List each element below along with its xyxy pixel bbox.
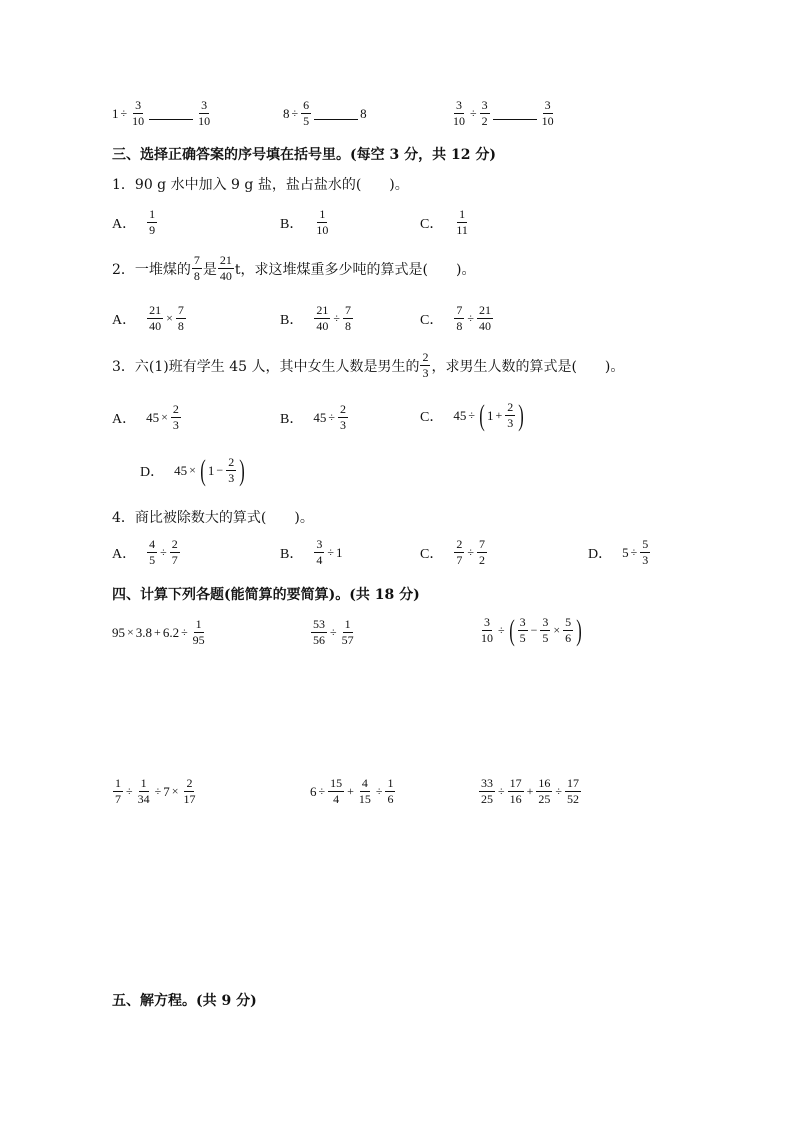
q1-option-a[interactable]: A． $\frac{1}{9}$ [112, 207, 156, 237]
compare-item-3: $\frac{3}{10}$ ÷ $\frac{3}{2}$ $\frac{3}{10}$ [453, 98, 554, 128]
q4-option-d[interactable]: D． 5 ÷ $\frac{5}{3}$ [588, 537, 649, 567]
q4-option-b[interactable]: B． $\frac{3}{4}$ ÷ 1 [280, 537, 343, 567]
compare-item-1: 1 ÷ $\frac{3}{10}$ $\frac{3}{10}$ [112, 98, 211, 128]
q3-option-c[interactable]: C． 45 ÷ ( 1 + $\frac{2}{3}$ ) [420, 398, 524, 432]
section4-title: 四、计算下列各题(能简算的要简算)。(共 18 分) [112, 587, 420, 603]
left-paren: ( [200, 453, 206, 487]
fraction: $\frac{3}{10}$ [132, 98, 145, 128]
expression-4: $\frac{1}{7}$ ÷ $\frac{1}{34}$ ÷ 7 × $\frac{2}{17}$ [115, 776, 196, 806]
q1-option-c[interactable]: C． $\frac{1}{11}$ [420, 207, 468, 237]
left-paren: ( [508, 613, 515, 647]
fraction: $\frac{3}{10}$ [541, 98, 554, 128]
left-paren: ( [479, 398, 485, 432]
q2-option-a[interactable]: A． $\frac{21}{40}$ × $\frac{7}{8}$ [112, 303, 184, 333]
q1-option-b[interactable]: B． $\frac{1}{10}$ [280, 207, 329, 237]
expression-1: 95 × 3.8 + 6.2 ÷ $\frac{1}{95}$ [112, 617, 205, 647]
q4-option-a[interactable]: A． $\frac{4}{5}$ ÷ $\frac{2}{7}$ [112, 537, 178, 567]
answer-blank[interactable] [314, 108, 358, 120]
right-paren: ) [239, 453, 245, 487]
expression-5: 6 ÷ $\frac{15}{4}$ + $\frac{4}{15}$ ÷ $\frac{1}{6}$ [310, 776, 394, 806]
expression-2: $\frac{53}{56}$ ÷ $\frac{1}{57}$ [313, 617, 354, 647]
question-4: 4． 商比被除数大的算式( )。 [112, 510, 314, 526]
right-paren: ) [518, 398, 524, 432]
compare-item-2: 8 ÷ $\frac{6}{5}$ 8 [283, 98, 367, 128]
question-3: 3． 六(1)班有学生 45 人，其中女生人数是男生的 $\frac{2}{3}$ ，求男生人数的算式是( )。 [112, 350, 625, 380]
right-paren: ) [576, 613, 582, 647]
section3-title: 三、选择正确答案的序号填在括号里。(每空 3 分，共 12 分) [112, 147, 496, 163]
q3-option-a[interactable]: A． 45 × $\frac{2}{3}$ [112, 402, 179, 432]
expression-6: $\frac{33}{25}$ ÷ $\frac{17}{16}$ + $\frac{16}{25}$ ÷ $\frac{17}{52}$ [481, 776, 579, 806]
q4-option-c[interactable]: C． $\frac{2}{7}$ ÷ $\frac{7}{2}$ [420, 537, 485, 567]
q2-option-b[interactable]: B． $\frac{21}{40}$ ÷ $\frac{7}{8}$ [280, 303, 351, 333]
fraction: $\frac{3}{2}$ [481, 98, 488, 128]
answer-blank[interactable] [149, 108, 193, 120]
q3-option-d[interactable]: D． 45 × ( 1 − $\frac{2}{3}$ ) [140, 453, 245, 487]
fraction: $\frac{3}{10}$ [453, 98, 465, 128]
fraction: $\frac{3}{10}$ [198, 98, 211, 128]
q3-option-b[interactable]: B． 45 ÷ $\frac{2}{3}$ [280, 402, 346, 432]
expression-3: $\frac{3}{10}$ ÷ ( $\frac{3}{5}$ − $\frac{3}{5}$ × $\frac{5}{6}$ ) [481, 613, 582, 647]
q2-option-c[interactable]: C． $\frac{7}{8}$ ÷ $\frac{21}{40}$ [420, 303, 491, 333]
answer-blank[interactable] [493, 108, 537, 120]
question-2: 2． 一堆煤的 $\frac{7}{8}$ 是 $\frac{21}{40}$ t，求这堆煤重多少吨的算式是( )。 [112, 253, 476, 283]
section5-title: 五、解方程。(共 9 分) [112, 993, 257, 1009]
fraction: $\frac{6}{5}$ [303, 98, 310, 128]
question-1: 1． 90 g 水中加入 9 g 盐，盐占盐水的( )。 [112, 177, 409, 193]
